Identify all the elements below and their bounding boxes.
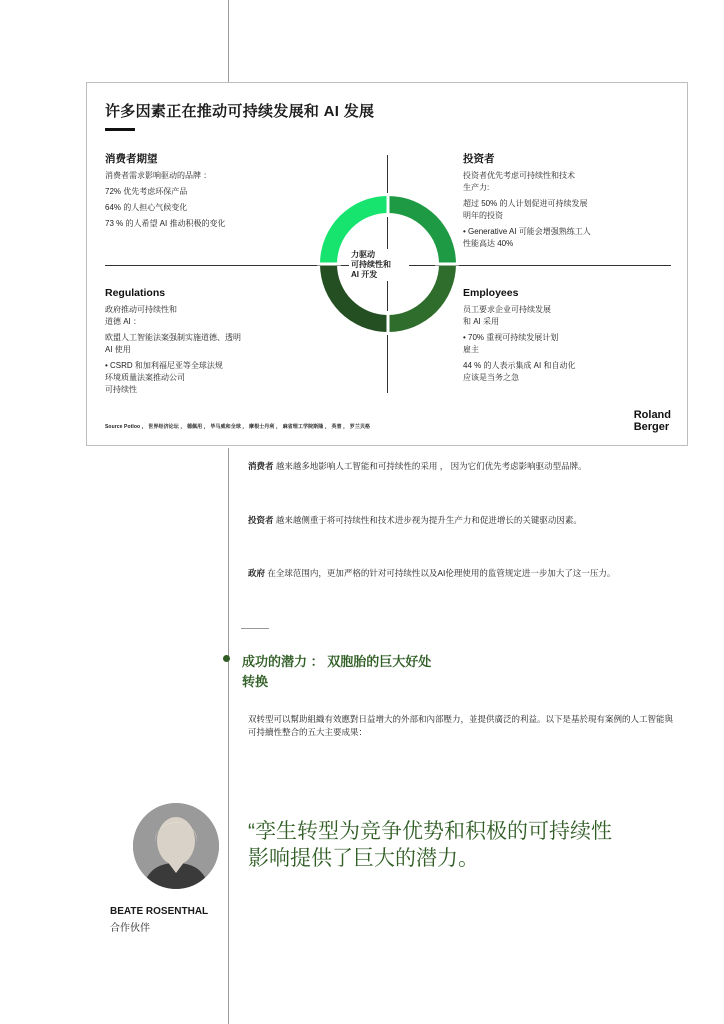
para-text: 越来越侧重于将可持续性和技术进步视为提升生产力和促进增长的关键驱动因素。 (273, 515, 582, 525)
paragraph-consumers (248, 460, 668, 473)
paragraph-intro: 双转型可以幫助組織有效應對日益增大的外部和內部壓力，並提供廣泛的利益。以下是基於現有案例的人工智能與可持續性整合的五大主要成果： (248, 714, 674, 737)
margin-line-top (228, 0, 229, 82)
quadrant-line: 欧盟人工智能法案强制实施道德、透明 AI 使用 (105, 333, 241, 354)
quadrant-heading: Employees (463, 287, 519, 299)
quadrant-heading: 消费者期望 (105, 153, 158, 165)
roland-berger-logo: Roland Berger (633, 409, 671, 433)
quadrant-line: • Generative AI 可能会增强熟练工人 性能高达 40% (463, 227, 591, 248)
pull-quote: “孪生转型为竞争优势和积极的可持续性 影响提供了巨大的潜力。 (248, 820, 612, 870)
quadrant-line: 73 % 的人希望 AI 推动积极的变化 (105, 219, 226, 228)
paragraph-governments (248, 567, 668, 580)
quadrant-line: 投资者优先考虑可持续性和技术 生产力: (463, 171, 575, 192)
bullet-dot-icon (223, 655, 230, 662)
person-name: BEATE ROSENTHAL (110, 906, 209, 917)
infographic-card (86, 82, 688, 446)
quadrant-investors (463, 153, 643, 254)
source-note: Source Potloo ， 世界经济论坛 ， 德佩用 ， 毕马威和全球 ， 摩根士丹利 ， 麻省理工学院斯隆 ， 英普 ， 罗兰贝格 (105, 424, 371, 430)
quadrant-regulations (105, 287, 295, 400)
quadrant-employees (463, 287, 653, 388)
quadrant-line: • CSRD 和加利福尼亚等全球法规 环境质量法案推动公司 可持续性 (105, 361, 223, 394)
quadrant-heading: 投资者 (463, 153, 495, 165)
para-text: 在全球范围内，更加严格的针对可持续性以及AI伦理使用的监管规定进一步加大了这一压力。 (265, 568, 616, 578)
quadrant-line: 44 % 的人表示集成 AI 和自动化 应该是当务之急 (463, 361, 576, 382)
quadrant-line: 64% 的人担心气候变化 (105, 203, 188, 212)
ring-center-label: 力驱动 可持续性和 AI 开发 (349, 249, 409, 281)
quadrant-line: 超过 50% 的人计划促进可持续发展 明年的投资 (463, 199, 588, 220)
card-title: 许多因素正在推动可持续发展和 AI 发展 (105, 103, 375, 120)
quadrant-line: 72% 优先考虑环保产品 (105, 187, 188, 196)
quadrant-heading: Regulations (105, 287, 166, 299)
section-heading: 成功的潜力 ： 双胞胎的巨大好处 转换 (242, 654, 432, 689)
para-text: 越来越多地影响人工智能和可持续性的采用 ， 因为它们优先考虑影响驱动型品牌。 (273, 461, 587, 471)
person-role: 合作伙伴 (110, 923, 150, 934)
margin-line-bottom (228, 448, 229, 1024)
para-keyword: 政府 (248, 568, 266, 578)
paragraph-investors (248, 514, 668, 527)
quadrant-line: • 70% 重视可持续发展计划 雇主 (463, 333, 559, 354)
quadrant-line: 政府推动可持续性和 道德 AI ： (105, 305, 177, 326)
avatar (133, 803, 219, 889)
title-underline (105, 128, 135, 131)
small-divider (241, 628, 269, 629)
para-keyword: 投资者 (248, 515, 274, 525)
person-portrait-icon (133, 803, 219, 889)
quadrant-line: 消费者需求影响驱动的品牌 ： (105, 171, 212, 180)
quadrant-line: 员工要求企业可持续发展 和 AI 采用 (463, 305, 551, 326)
para-keyword: 消费者 (248, 461, 274, 471)
